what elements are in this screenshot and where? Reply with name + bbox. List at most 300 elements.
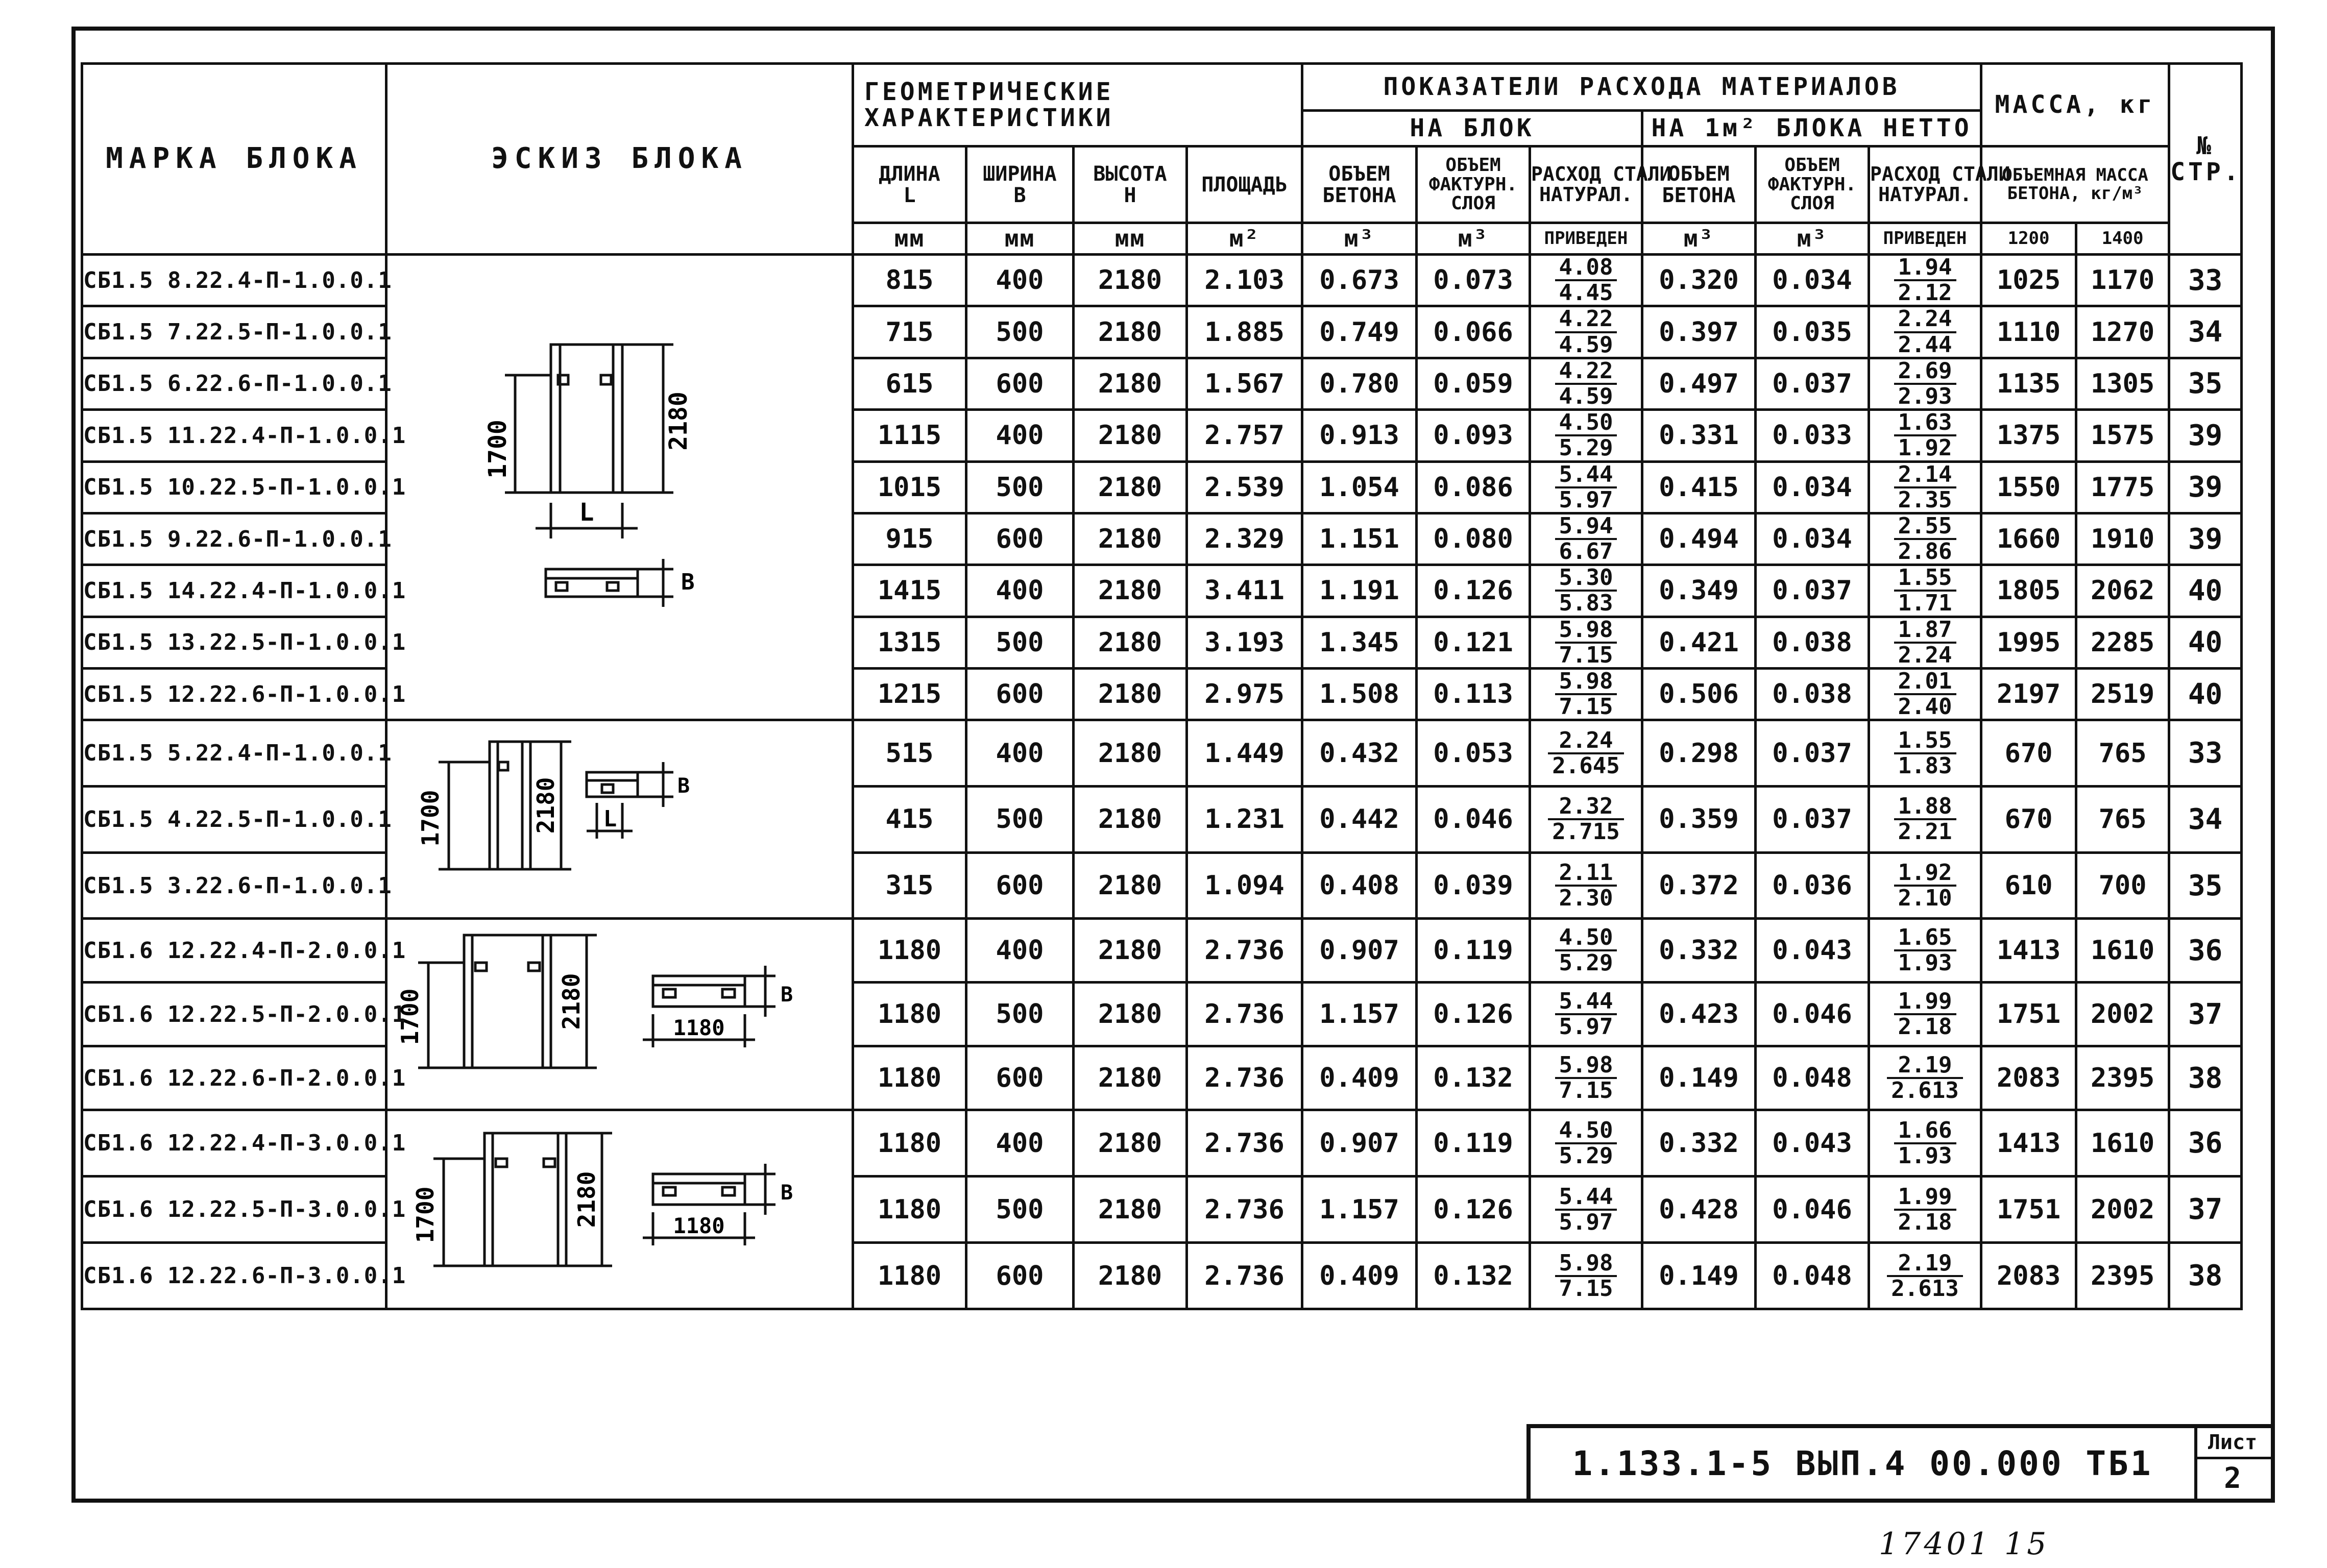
vol-facing-m2: 0.038 <box>1756 669 1869 720</box>
steel-reduced: 2.645 <box>1552 752 1620 779</box>
sketch-group-1 <box>387 268 847 707</box>
dim-h-inner: 1700 <box>411 1186 439 1243</box>
dim-length: 1180 <box>673 1015 725 1041</box>
steel-natural: 5.94 <box>1555 514 1617 540</box>
vol-facing: 0.126 <box>1417 983 1530 1046</box>
block-mark: СБ1.6 12.22.5-П-3.0.0.1 <box>82 1177 386 1243</box>
steel-reduced: 7.15 <box>1559 1275 1613 1302</box>
unit-length: мм <box>853 223 966 255</box>
fraction <box>1548 729 1623 778</box>
mass-1200: 1751 <box>1981 1177 2076 1243</box>
mass-1400: 700 <box>2076 852 2169 919</box>
block-mark: СБ1.5 6.22.6-П-1.0.0.1 <box>82 358 386 409</box>
unit-steel-reduced: ПРИВЕДЕН <box>1530 223 1642 255</box>
fraction <box>1894 1119 1956 1168</box>
steel-natural: 1.55 <box>1894 729 1956 754</box>
fraction <box>1555 411 1617 460</box>
steel-per-block <box>1530 720 1642 787</box>
length-label: ДЛИНА <box>879 162 940 186</box>
vol-facing-m2: 0.034 <box>1756 255 1869 306</box>
area: 3.193 <box>1187 617 1302 668</box>
steel-natural: 2.24 <box>1894 307 1956 333</box>
mass-1200: 1660 <box>1981 513 2076 565</box>
mass-1200: 1413 <box>1981 1110 2076 1177</box>
unit-steel-reduced-m2: ПРИВЕДЕН <box>1869 223 1981 255</box>
page-number: 40 <box>2169 617 2242 668</box>
vol-facing-m2: 0.035 <box>1756 306 1869 358</box>
fraction <box>1887 1252 1962 1301</box>
dim-h-total: 2180 <box>573 1171 600 1228</box>
vol-facing: 0.039 <box>1417 852 1530 919</box>
fraction <box>1555 566 1617 615</box>
page-number: 34 <box>2169 306 2242 358</box>
dim-length: L <box>579 498 594 527</box>
fraction <box>1555 926 1617 975</box>
mass-1400: 2519 <box>2076 669 2169 720</box>
steel-natural: 1.99 <box>1894 1185 1956 1211</box>
area: 2.736 <box>1187 1177 1302 1243</box>
block-mark: СБ1.5 12.22.6-П-1.0.0.1 <box>82 669 386 720</box>
header-length <box>853 146 966 223</box>
area: 2.736 <box>1187 1110 1302 1177</box>
vol-concrete-m2: 0.332 <box>1642 919 1756 983</box>
width: 400 <box>966 1110 1074 1177</box>
fraction <box>1555 307 1617 356</box>
length: 615 <box>853 358 966 409</box>
mass-1400: 2395 <box>2076 1046 2169 1110</box>
fraction <box>1555 463 1617 512</box>
dim-width: В <box>781 1181 793 1205</box>
mass-1400: 1305 <box>2076 358 2169 409</box>
page-number: 34 <box>2169 787 2242 853</box>
inventory-number: 17401 15 <box>1879 1526 2050 1562</box>
fraction <box>1894 795 1956 844</box>
steel-reduced: 2.715 <box>1552 819 1620 845</box>
dim-width: В <box>781 983 793 1007</box>
vol-concrete: 0.408 <box>1302 852 1417 919</box>
vol-concrete-m2: 0.349 <box>1642 565 1756 617</box>
length: 1180 <box>853 1110 966 1177</box>
dim-h-inner: 1700 <box>483 419 512 479</box>
block-mark: СБ1.5 11.22.4-П-1.0.0.1 <box>82 410 386 461</box>
header-width <box>966 146 1074 223</box>
fraction <box>1555 359 1617 408</box>
steel-natural: 2.19 <box>1887 1054 1962 1079</box>
steel-reduced: 2.21 <box>1898 819 1952 845</box>
sketch-group-4 <box>387 1113 847 1307</box>
steel-natural: 2.11 <box>1555 861 1617 887</box>
steel-per-block <box>1530 461 1642 513</box>
steel-reduced: 1.93 <box>1898 1142 1952 1169</box>
height: 2180 <box>1074 669 1187 720</box>
vol-concrete-m2: 0.372 <box>1642 852 1756 919</box>
fraction <box>1555 1054 1617 1102</box>
vol-concrete: 0.673 <box>1302 255 1417 306</box>
height: 2180 <box>1074 852 1187 919</box>
steel-reduced: 2.40 <box>1898 694 1952 720</box>
vol-facing: 0.086 <box>1417 461 1530 513</box>
width: 400 <box>966 720 1074 787</box>
mass-1400: 2285 <box>2076 617 2169 668</box>
table-row <box>82 255 2242 306</box>
vol-concrete: 0.409 <box>1302 1243 1417 1309</box>
vol-facing-m2: 0.034 <box>1756 461 1869 513</box>
unit-vol-concrete-m2: м³ <box>1642 223 1756 255</box>
mass-1200: 670 <box>1981 787 2076 853</box>
sheet-label: Лист <box>2194 1428 2271 1459</box>
steel-per-block <box>1530 1046 1642 1110</box>
fraction <box>1555 1119 1617 1168</box>
header-consumption: ПОКАЗАТЕЛИ РАСХОДА МАТЕРИАЛОВ <box>1302 64 1981 111</box>
mass-1400: 1170 <box>2076 255 2169 306</box>
page-number: 38 <box>2169 1046 2242 1110</box>
dim-length: 1180 <box>673 1213 725 1238</box>
fraction <box>1555 256 1617 305</box>
steel-reduced: 5.97 <box>1559 1209 1613 1235</box>
steel-per-m2 <box>1869 1177 1981 1243</box>
width: 600 <box>966 1243 1074 1309</box>
steel-reduced: 2.18 <box>1898 1209 1952 1235</box>
length: 1180 <box>853 1046 966 1110</box>
height: 2180 <box>1074 983 1187 1046</box>
area: 2.539 <box>1187 461 1302 513</box>
page-number: 37 <box>2169 1177 2242 1243</box>
vol-concrete: 1.191 <box>1302 565 1417 617</box>
mass-1400: 1575 <box>2076 410 2169 461</box>
sketch-group-2 <box>387 721 847 917</box>
vol-facing-m2: 0.038 <box>1756 617 1869 668</box>
length: 315 <box>853 852 966 919</box>
fraction <box>1555 1185 1617 1234</box>
fraction <box>1894 514 1956 564</box>
dim-h-inner: 1700 <box>417 790 444 847</box>
steel-reduced: 7.15 <box>1559 642 1613 668</box>
header-area: ПЛОЩАДЬ <box>1187 146 1302 223</box>
steel-per-block <box>1530 983 1642 1046</box>
table-row <box>82 720 2242 787</box>
width: 400 <box>966 565 1074 617</box>
steel-natural: 5.30 <box>1555 566 1617 592</box>
steel-per-block <box>1530 255 1642 306</box>
page-number: 39 <box>2169 410 2242 461</box>
height: 2180 <box>1074 1243 1187 1309</box>
vol-concrete: 1.508 <box>1302 669 1417 720</box>
length: 1180 <box>853 983 966 1046</box>
vol-concrete-m2: 0.494 <box>1642 513 1756 565</box>
mass-1200: 1995 <box>1981 617 2076 668</box>
dim-length: L <box>603 806 617 832</box>
block-sketch <box>386 919 853 1110</box>
dim-h-total: 2180 <box>664 391 693 451</box>
length: 1180 <box>853 1243 966 1309</box>
vol-facing: 0.126 <box>1417 565 1530 617</box>
block-mark: СБ1.5 10.22.5-П-1.0.0.1 <box>82 461 386 513</box>
width: 600 <box>966 358 1074 409</box>
area: 2.975 <box>1187 669 1302 720</box>
unit-vol-facing-m2: м³ <box>1756 223 1869 255</box>
steel-per-m2 <box>1869 617 1981 668</box>
steel-per-block <box>1530 919 1642 983</box>
length: 1180 <box>853 1177 966 1243</box>
fraction <box>1894 307 1956 356</box>
steel-natural: 5.44 <box>1555 463 1617 488</box>
block-mark: СБ1.5 3.22.6-П-1.0.0.1 <box>82 852 386 919</box>
page-number: 36 <box>2169 919 2242 983</box>
area: 2.736 <box>1187 983 1302 1046</box>
vol-facing: 0.066 <box>1417 306 1530 358</box>
steel-natural: 2.01 <box>1894 670 1956 695</box>
area: 1.567 <box>1187 358 1302 409</box>
vol-facing-m2: 0.037 <box>1756 787 1869 853</box>
mass-1400: 1270 <box>2076 306 2169 358</box>
vol-concrete-m2: 0.331 <box>1642 410 1756 461</box>
vol-concrete: 0.907 <box>1302 919 1417 983</box>
mass-1400: 1610 <box>2076 919 2169 983</box>
steel-natural: 4.22 <box>1555 359 1617 385</box>
density-1200: 1200 <box>1981 223 2076 255</box>
height: 2180 <box>1074 306 1187 358</box>
header-steel <box>1530 146 1671 223</box>
fraction <box>1894 463 1956 512</box>
mass-1200: 1110 <box>1981 306 2076 358</box>
area: 2.103 <box>1187 255 1302 306</box>
steel-natural-label: НАТУРАЛ. <box>1539 183 1633 206</box>
steel-reduced: 6.67 <box>1559 538 1613 565</box>
mass-1200: 2197 <box>1981 669 2076 720</box>
document-code: 1.133.1-5 ВЫП.4 00.000 ТБ1 <box>1531 1428 2197 1499</box>
steel-natural: 5.98 <box>1555 1054 1617 1079</box>
length: 815 <box>853 255 966 306</box>
block-mark: СБ1.6 12.22.4-П-3.0.0.1 <box>82 1110 386 1177</box>
vol-concrete: 1.054 <box>1302 461 1417 513</box>
steel-natural: 1.94 <box>1894 256 1956 281</box>
block-sketch <box>386 1110 853 1309</box>
height: 2180 <box>1074 919 1187 983</box>
steel-per-m2 <box>1869 565 1981 617</box>
header-steel-m2 <box>1869 146 2010 223</box>
mass-1400: 1775 <box>2076 461 2169 513</box>
steel-natural: 2.55 <box>1894 514 1956 540</box>
sketch-group-3 <box>387 920 847 1109</box>
fraction <box>1894 411 1956 460</box>
unit-width: мм <box>966 223 1074 255</box>
steel-reduced: 2.613 <box>1891 1077 1959 1104</box>
steel-natural: 1.66 <box>1894 1119 1956 1144</box>
steel-reduced: 2.24 <box>1898 642 1952 668</box>
steel-natural: 4.50 <box>1555 1119 1617 1144</box>
steel-natural: 2.19 <box>1887 1252 1962 1277</box>
length: 515 <box>853 720 966 787</box>
steel-per-m2 <box>1869 410 1981 461</box>
length-symbol: L <box>903 183 916 207</box>
block-sketch <box>386 720 853 919</box>
steel-per-m2 <box>1869 255 1981 306</box>
steel-reduced: 1.71 <box>1898 590 1952 617</box>
mass-1400: 1610 <box>2076 1110 2169 1177</box>
steel-per-block <box>1530 410 1642 461</box>
page-number: 40 <box>2169 565 2242 617</box>
unit-vol-concrete: м³ <box>1302 223 1417 255</box>
steel-per-m2 <box>1869 513 1981 565</box>
steel-reduced: 5.83 <box>1559 590 1613 617</box>
mass-1200: 1805 <box>1981 565 2076 617</box>
vol-facing: 0.132 <box>1417 1046 1530 1110</box>
page-number: 38 <box>2169 1243 2242 1309</box>
width: 400 <box>966 255 1074 306</box>
mass-1400: 1910 <box>2076 513 2169 565</box>
width: 600 <box>966 852 1074 919</box>
vol-facing-m2: 0.048 <box>1756 1046 1869 1110</box>
header-density: ОБЪЕМНАЯ МАССА БЕТОНА, кг/м³ <box>1981 146 2169 223</box>
unit-vol-facing: м³ <box>1417 223 1530 255</box>
steel-natural: 2.14 <box>1894 463 1956 488</box>
vol-facing: 0.059 <box>1417 358 1530 409</box>
block-sketch <box>386 255 853 720</box>
steel-reduced: 5.29 <box>1559 1142 1613 1169</box>
fraction <box>1894 618 1956 667</box>
steel-per-m2 <box>1869 787 1981 853</box>
height: 2180 <box>1074 1177 1187 1243</box>
vol-concrete: 0.913 <box>1302 410 1417 461</box>
steel-per-block <box>1530 669 1642 720</box>
steel-per-block <box>1530 306 1642 358</box>
vol-concrete-m2: 0.298 <box>1642 720 1756 787</box>
steel-natural: 2.69 <box>1894 359 1956 385</box>
width-symbol: В <box>1013 183 1026 207</box>
vol-concrete: 1.157 <box>1302 1177 1417 1243</box>
header-mark: МАРКА БЛОКА <box>82 64 386 255</box>
steel-natural: 1.65 <box>1894 926 1956 951</box>
steel-per-m2 <box>1869 1110 1981 1177</box>
block-mark: СБ1.5 9.22.6-П-1.0.0.1 <box>82 513 386 565</box>
page-number: 40 <box>2169 669 2242 720</box>
height: 2180 <box>1074 565 1187 617</box>
vol-facing: 0.093 <box>1417 410 1530 461</box>
dim-h-total: 2180 <box>532 777 560 834</box>
block-mark: СБ1.6 12.22.5-П-2.0.0.1 <box>82 983 386 1046</box>
mass-1200: 1375 <box>1981 410 2076 461</box>
area: 1.094 <box>1187 852 1302 919</box>
header-vol-concrete-m2: ОБЪЕМ БЕТОНА <box>1642 146 1756 223</box>
fraction <box>1894 1185 1956 1234</box>
vol-facing: 0.132 <box>1417 1243 1530 1309</box>
header-sketch: ЭСКИЗ БЛОКА <box>386 64 853 255</box>
vol-concrete-m2: 0.149 <box>1642 1046 1756 1110</box>
header-per-m2: НА 1м² БЛОКА НЕТТО <box>1642 111 1981 146</box>
mass-1200: 1550 <box>1981 461 2076 513</box>
mass-1200: 2083 <box>1981 1046 2076 1110</box>
header-height <box>1074 146 1187 223</box>
height: 2180 <box>1074 461 1187 513</box>
page-number: 39 <box>2169 513 2242 565</box>
steel-reduced: 7.15 <box>1559 694 1613 720</box>
page-number: 36 <box>2169 1110 2242 1177</box>
steel-natural: 5.98 <box>1555 618 1617 644</box>
width: 500 <box>966 1177 1074 1243</box>
steel-label: РАСХОД СТАЛИ <box>1531 162 1671 185</box>
steel-reduced: 2.30 <box>1559 885 1613 912</box>
width: 500 <box>966 787 1074 853</box>
length: 1115 <box>853 410 966 461</box>
vol-facing: 0.073 <box>1417 255 1530 306</box>
steel-per-block <box>1530 565 1642 617</box>
vol-concrete: 0.442 <box>1302 787 1417 853</box>
table-row <box>82 919 2242 983</box>
fraction <box>1887 1054 1962 1102</box>
fraction <box>1894 729 1956 778</box>
steel-natural: 1.88 <box>1894 795 1956 820</box>
vol-concrete-m2: 0.497 <box>1642 358 1756 409</box>
vol-facing-m2: 0.037 <box>1756 358 1869 409</box>
fraction <box>1894 861 1956 910</box>
fraction <box>1555 670 1617 719</box>
mass-1200: 670 <box>1981 720 2076 787</box>
height: 2180 <box>1074 410 1187 461</box>
length: 715 <box>853 306 966 358</box>
block-mark: СБ1.6 12.22.6-П-3.0.0.1 <box>82 1243 386 1309</box>
vol-facing-m2: 0.046 <box>1756 983 1869 1046</box>
steel-reduced: 4.59 <box>1559 383 1613 409</box>
steel-reduced: 2.613 <box>1891 1275 1959 1302</box>
page-number: 35 <box>2169 358 2242 409</box>
steel-m2-label: РАСХОД СТАЛИ <box>1870 162 2010 185</box>
steel-natural: 1.92 <box>1894 861 1956 887</box>
page-number: 33 <box>2169 255 2242 306</box>
vol-concrete: 1.157 <box>1302 983 1417 1046</box>
fraction <box>1894 926 1956 975</box>
steel-per-m2 <box>1869 720 1981 787</box>
steel-reduced: 7.15 <box>1559 1077 1613 1104</box>
steel-per-block <box>1530 787 1642 853</box>
header-per-block: НА БЛОК <box>1302 111 1642 146</box>
vol-facing-m2: 0.033 <box>1756 410 1869 461</box>
vol-facing-m2: 0.046 <box>1756 1177 1869 1243</box>
steel-natural: 1.87 <box>1894 618 1956 644</box>
steel-reduced: 2.12 <box>1898 280 1952 306</box>
mass-1400: 2002 <box>2076 983 2169 1046</box>
fraction <box>1894 359 1956 408</box>
block-mark: СБ1.6 12.22.6-П-2.0.0.1 <box>82 1046 386 1110</box>
width: 500 <box>966 983 1074 1046</box>
height: 2180 <box>1074 1110 1187 1177</box>
area: 3.411 <box>1187 565 1302 617</box>
mass-1200: 1751 <box>1981 983 2076 1046</box>
header-mass: МАССА, кг <box>1981 64 2169 146</box>
vol-concrete: 0.432 <box>1302 720 1417 787</box>
steel-per-block <box>1530 1243 1642 1309</box>
steel-natural: 4.22 <box>1555 307 1617 333</box>
steel-natural: 4.50 <box>1555 411 1617 436</box>
area: 2.736 <box>1187 919 1302 983</box>
mass-1200: 610 <box>1981 852 2076 919</box>
vol-facing-m2: 0.036 <box>1756 852 1869 919</box>
unit-height: мм <box>1074 223 1187 255</box>
mass-1400: 765 <box>2076 720 2169 787</box>
steel-natural: 1.55 <box>1894 566 1956 592</box>
mass-1200: 1135 <box>1981 358 2076 409</box>
density-1400: 1400 <box>2076 223 2169 255</box>
vol-facing: 0.126 <box>1417 1177 1530 1243</box>
area: 2.736 <box>1187 1046 1302 1110</box>
vol-concrete: 1.151 <box>1302 513 1417 565</box>
width: 600 <box>966 1046 1074 1110</box>
area: 2.329 <box>1187 513 1302 565</box>
height: 2180 <box>1074 787 1187 853</box>
block-mark: СБ1.6 12.22.4-П-2.0.0.1 <box>82 919 386 983</box>
vol-facing: 0.113 <box>1417 669 1530 720</box>
steel-per-m2 <box>1869 306 1981 358</box>
vol-concrete-m2: 0.149 <box>1642 1243 1756 1309</box>
